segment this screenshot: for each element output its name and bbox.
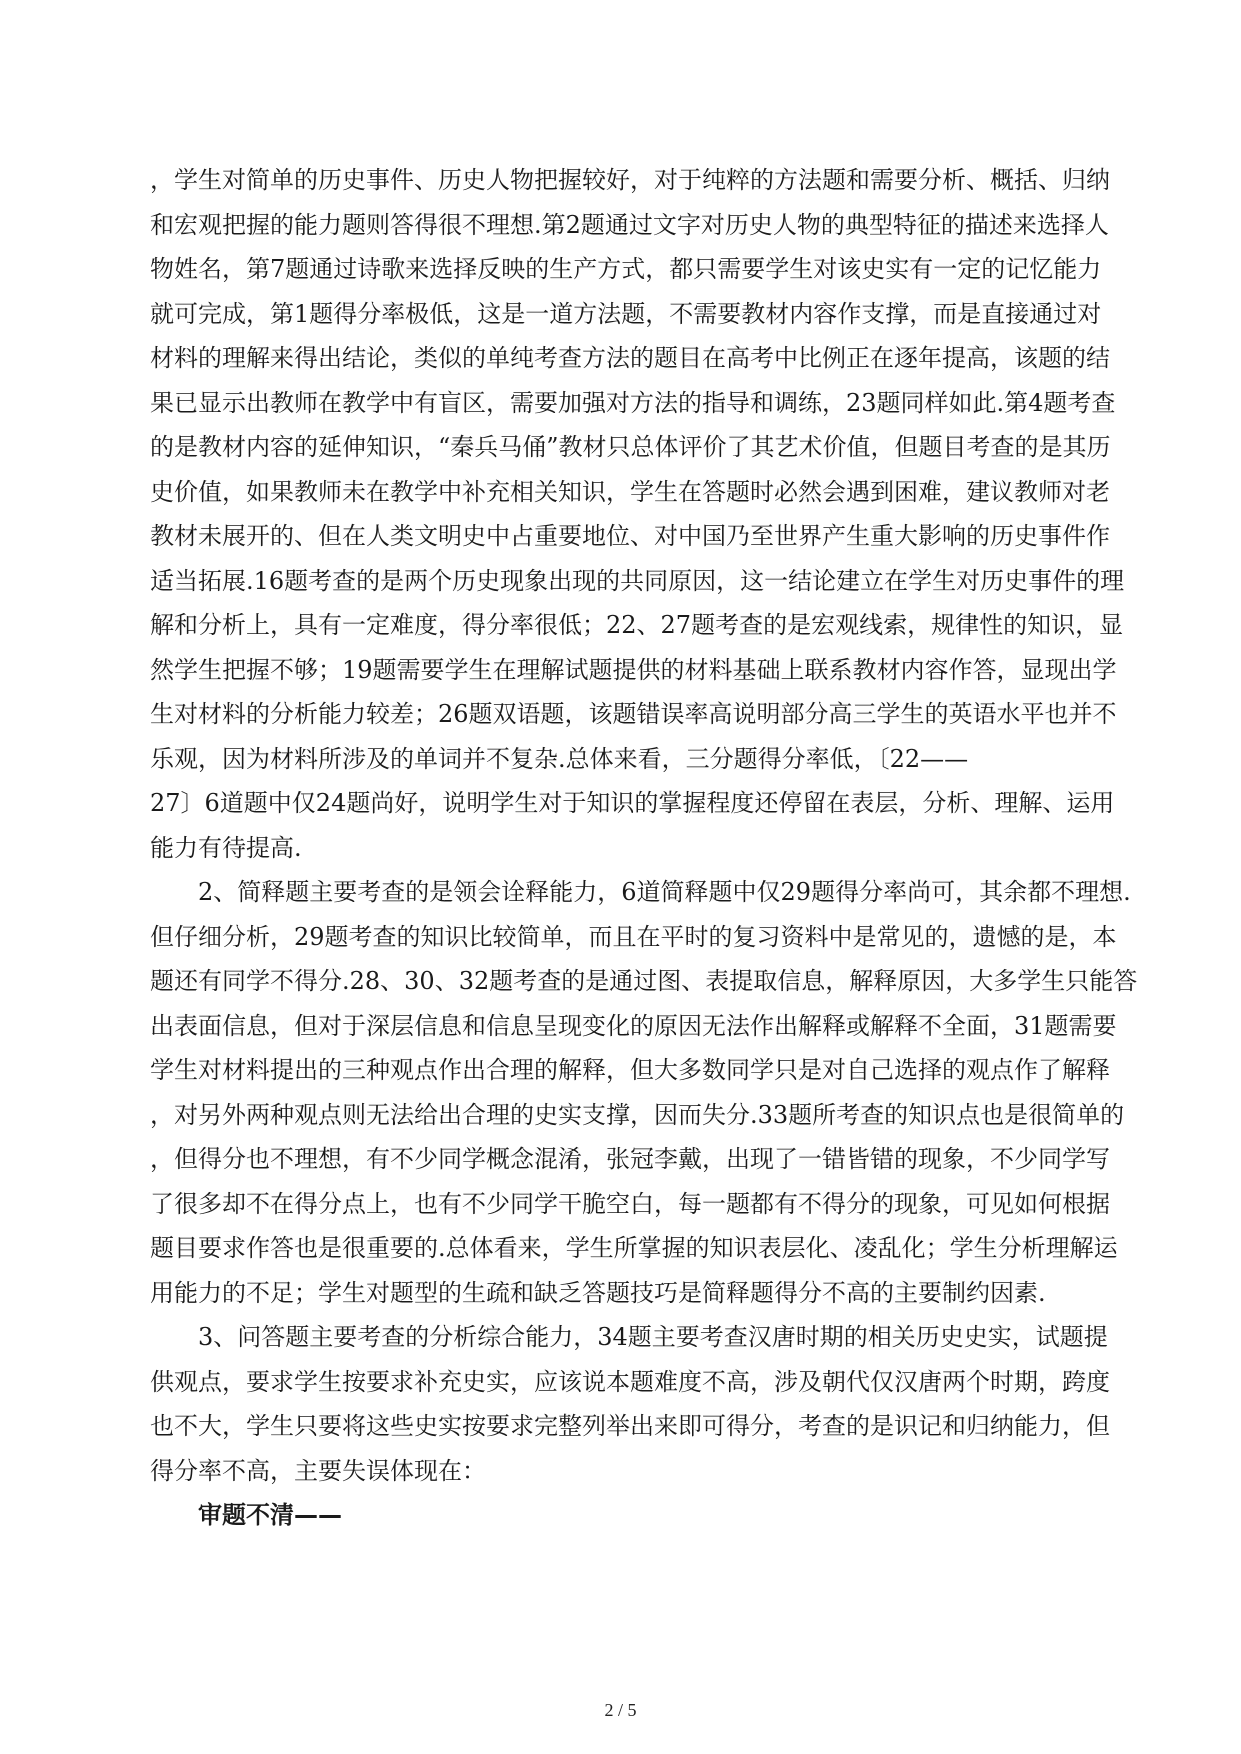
text-line: 教材未展开的、但在人类文明史中占重要地位、对中国乃至世界产生重大影响的历史事件作 <box>150 522 1110 550</box>
text-line: 的是教材内容的延伸知识，“秦兵马俑”教材只总体评价了其艺术价值，但题目考查的是其历 <box>150 433 1111 461</box>
text-line: ，对另外两种观点则无法给出合理的史实支撑，因而失分.33题所考查的知识点也是很简单的 <box>150 1100 1125 1129</box>
text-line: 但仔细分析，29题考查的知识比较简单，而且在平时的复习资料中是常见的，遗憾的是，本 <box>150 922 1117 951</box>
text-line: 乐观，因为材料所涉及的单词并不复杂.总体来看，三分题得分率低，〔22—— <box>150 744 969 773</box>
text-line: 也不大，学生只要将这些史实按要求完整列举出来即可得分，考查的是识记和归纳能力，但 <box>150 1412 1110 1440</box>
text-line: 适当拓展.16题考查的是两个历史现象出现的共同原因，这一结论建立在学生对历史事件的理 <box>150 566 1125 595</box>
text-line: 学生对材料提出的三种观点作出合理的解释，但大多数同学只是对自己选择的观点作了解释 <box>150 1056 1110 1084</box>
text-line: 题目要求作答也是很重要的.总体看来，学生所掌握的知识表层化、凌乱化；学生分析理解运 <box>150 1234 1118 1262</box>
section-heading: 审题不清—— <box>150 1501 342 1529</box>
text-line: 然学生把握不够；19题需要学生在理解试题提供的材料基础上联系教材内容作答，显现出学 <box>150 655 1117 684</box>
text-line: 材料的理解来得出结论，类似的单纯考查方法的题目在高考中比例正在逐年提高，该题的结 <box>150 344 1110 372</box>
text-line: 解和分析上，具有一定难度，得分率很低；22、27题考查的是宏观线索，规律性的知识，显 <box>150 611 1124 639</box>
text-line: 出表面信息，但对于深层信息和信息呈现变化的原因无法作出解释或解释不全面，31题需要 <box>150 1011 1117 1040</box>
text-line: 物姓名，第7题通过诗歌来选择反映的生产方式，都只需要学生对该史实有一定的记忆能力 <box>150 255 1102 283</box>
page-number: 2 / 5 <box>604 1700 637 1720</box>
text-line: 3、问答题主要考查的分析综合能力，34题主要考查汉唐时期的相关历史史实，试题提 <box>150 1323 1108 1351</box>
text-line: 和宏观把握的能力题则答得很不理想.第2题通过文字对历史人物的典型特征的描述来选择人 <box>150 210 1109 239</box>
text-line: 题还有同学不得分.28、30、32题考查的是通过图、表提取信息，解释原因，大多学生只能答 <box>150 967 1138 995</box>
body-text <box>150 158 1138 1538</box>
text-line: 供观点，要求学生按要求补充史实，应该说本题难度不高，涉及朝代仅汉唐两个时期，跨度 <box>150 1367 1110 1396</box>
text-line: ，但得分也不理想，有不少同学概念混淆，张冠李戴，出现了一错皆错的现象，不少同学写 <box>150 1145 1110 1173</box>
text-line: 得分率不高，主要失误体现在： <box>150 1456 486 1485</box>
text-line: 27〕6道题中仅24题尚好，说明学生对于知识的掌握程度还停留在表层，分析、理解、运用 <box>150 789 1115 817</box>
text-line: 果已显示出教师在教学中有盲区，需要加强对方法的指导和调练，23题同样如此.第4题考查 <box>150 388 1116 417</box>
text-line: 生对材料的分析能力较差；26题双语题，该题错误率高说明部分高三学生的英语水平也并不 <box>150 700 1117 728</box>
text-line: ，学生对简单的历史事件、历史人物把握较好，对于纯粹的方法题和需要分析、概括、归纳 <box>150 166 1110 194</box>
text-line: 用能力的不足；学生对题型的生疏和缺乏答题技巧是简释题得分不高的主要制约因素. <box>150 1278 1046 1307</box>
text-line: 了很多却不在得分点上，也有不少同学干脆空白，每一题都有不得分的现象，可见如何根据 <box>150 1189 1110 1218</box>
text-line: 史价值，如果教师未在教学中补充相关知识，学生在答题时必然会遇到困难，建议教师对老 <box>150 477 1110 506</box>
text-line: 2、简释题主要考查的是领会诠释能力，6道简释题中仅29题得分率尚可，其余都不理想. <box>150 878 1131 906</box>
text-line: 能力有待提高. <box>150 833 302 862</box>
text-line: 就可完成，第1题得分率极低，这是一道方法题，不需要教材内容作支撑，而是直接通过对 <box>150 299 1102 328</box>
